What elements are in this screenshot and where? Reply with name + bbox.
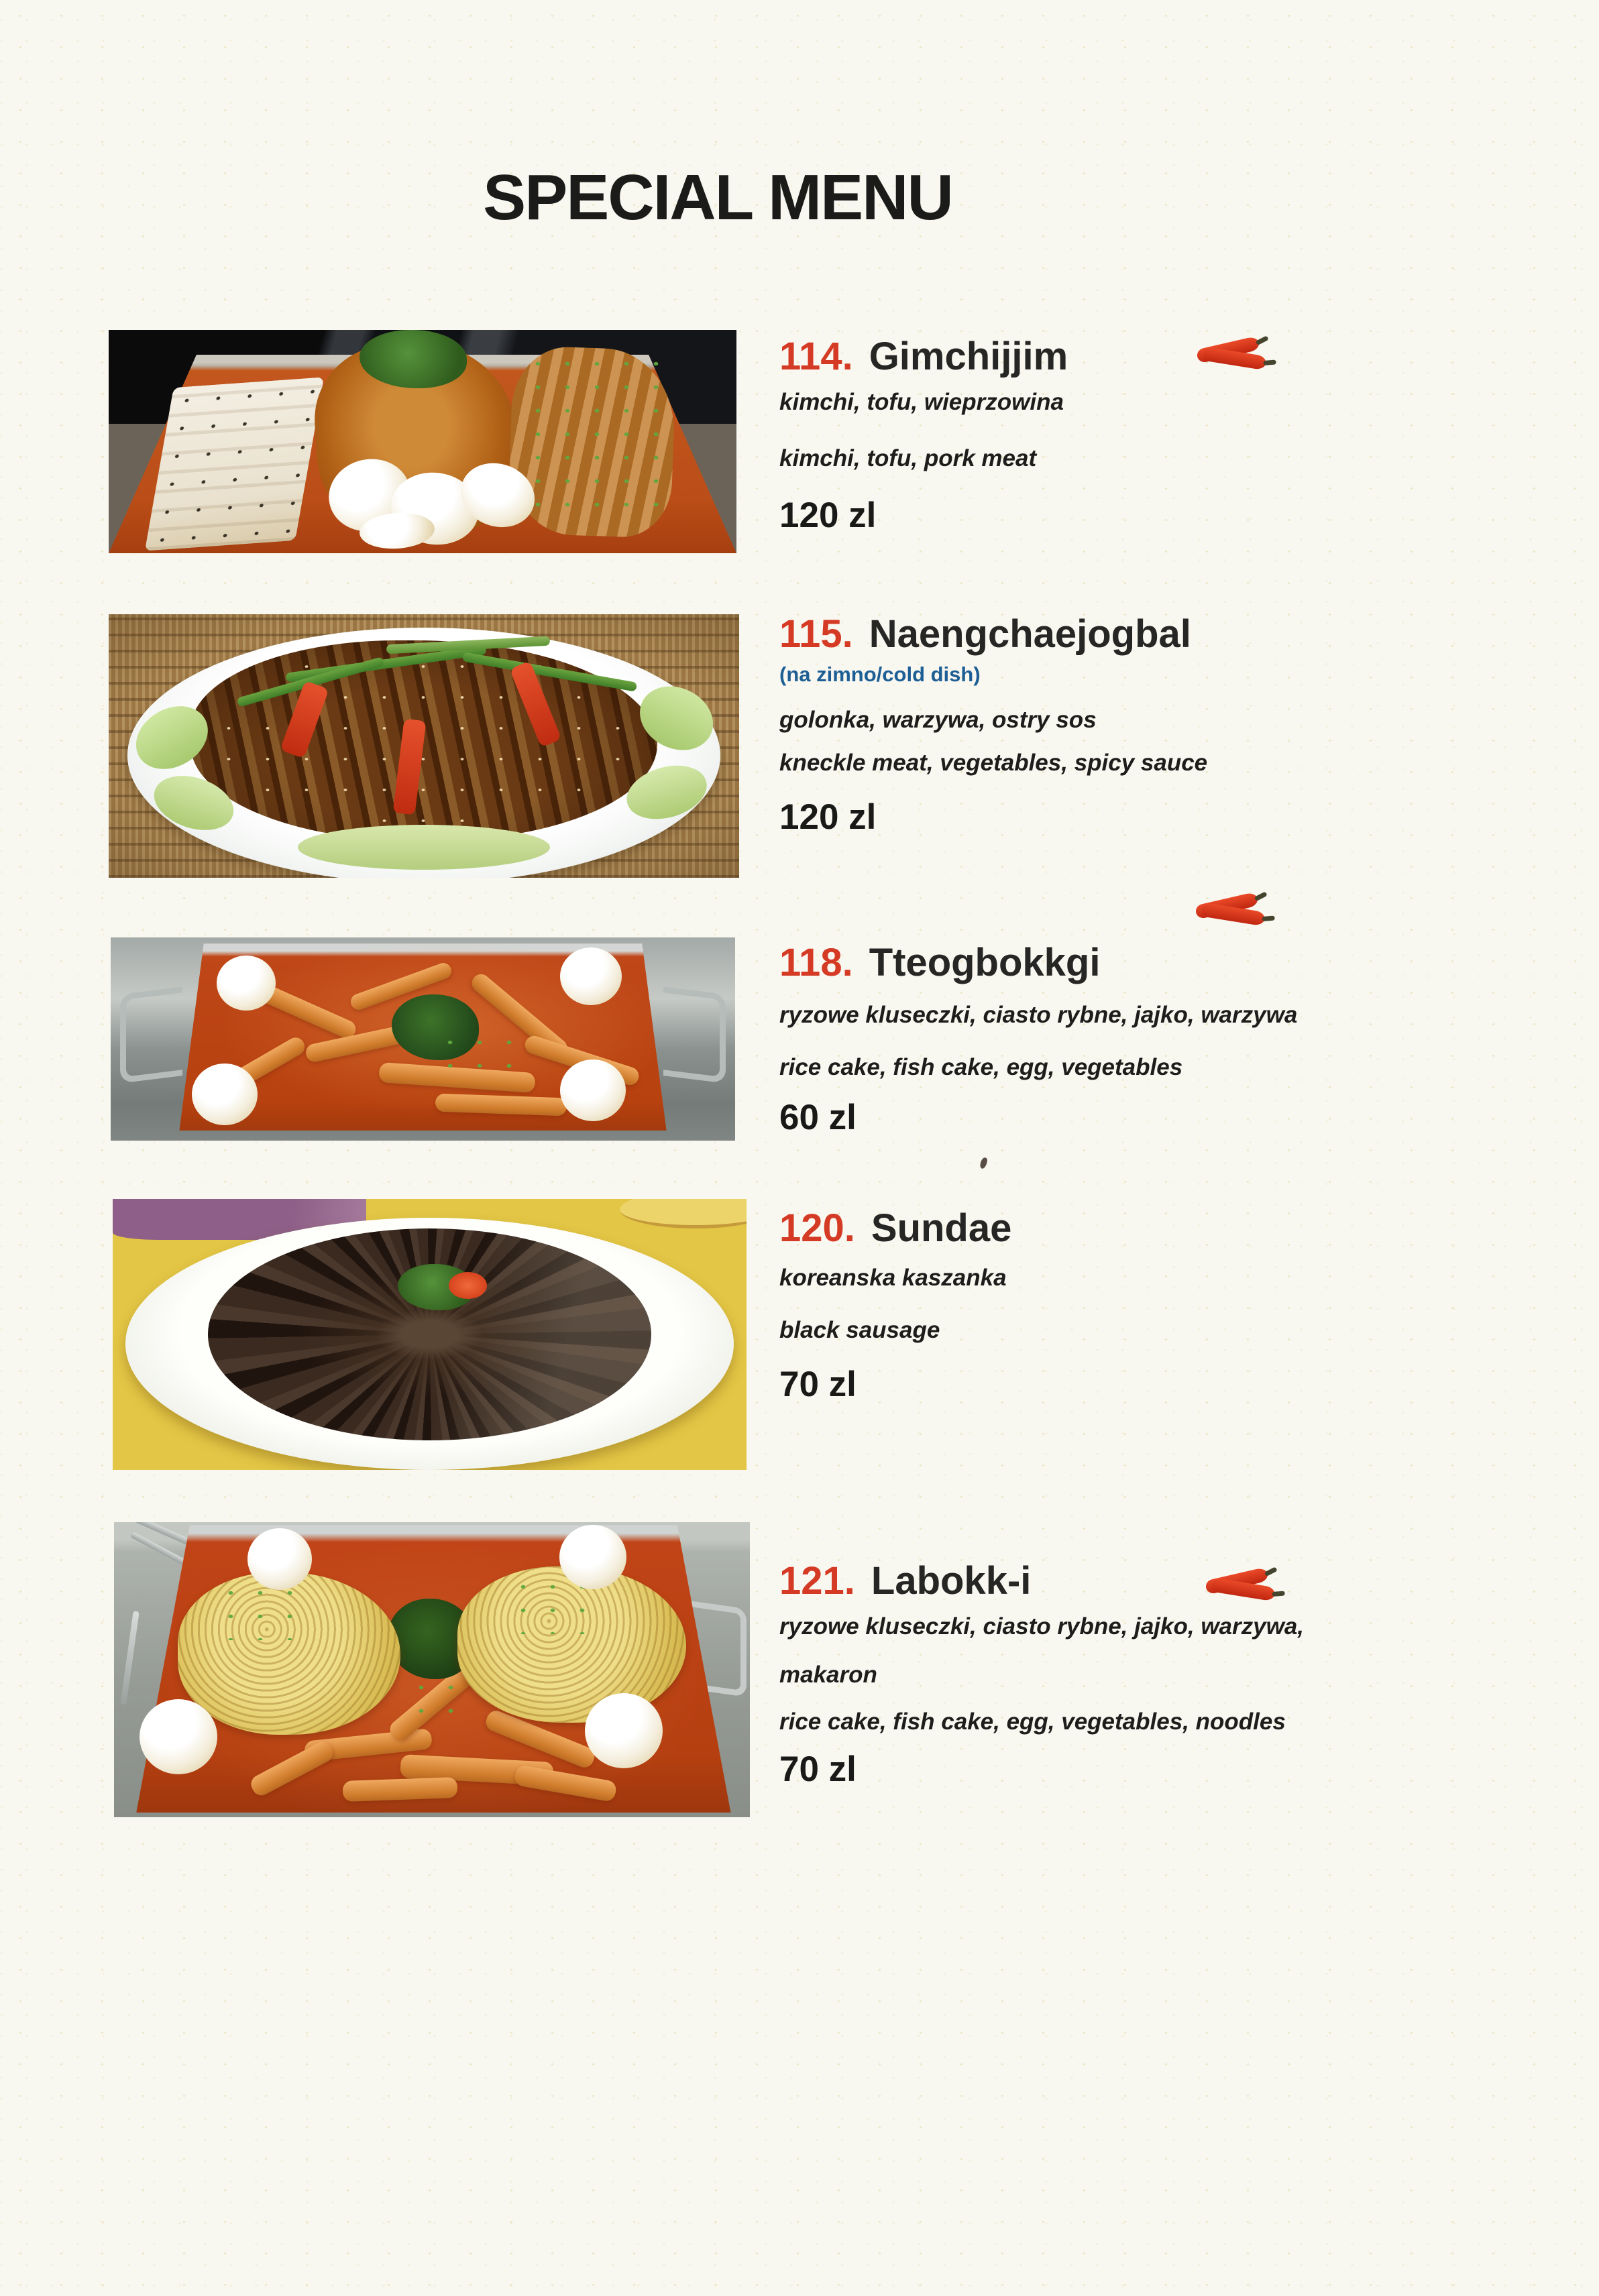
dish-price: 70 zl — [779, 1749, 857, 1789]
dish-price: 120 zl — [779, 797, 877, 837]
scan-speck — [979, 1157, 989, 1169]
boiled-egg — [140, 1699, 217, 1774]
dish-name: Naengchaejogbal — [869, 612, 1191, 656]
dish-title — [779, 1558, 1031, 1603]
dish-name: Sundae — [871, 1206, 1012, 1250]
dish-title — [779, 612, 1191, 656]
boiled-egg — [217, 956, 276, 1011]
boiled-egg — [585, 1693, 663, 1768]
dish-price: 70 zl — [779, 1365, 857, 1404]
dish-desc-english: kimchi, tofu, pork meat — [779, 445, 1037, 471]
tofu-slices — [145, 377, 324, 551]
dish-desc-polish: golonka, warzywa, ostry sos — [779, 707, 1097, 733]
dish-number: 121. — [779, 1559, 855, 1603]
scallion-specks — [435, 1031, 535, 1084]
dish-desc-polish-line2: makaron — [779, 1662, 877, 1688]
scallion-specks — [216, 1581, 318, 1640]
dish-desc-polish: koreanska kaszanka — [779, 1265, 1007, 1291]
rice-cake-stick — [343, 1777, 458, 1802]
dish-desc-english: rice cake, fish cake, egg, vegetables, noodles — [779, 1709, 1286, 1735]
dish-photo-naengchaejogbal — [109, 614, 739, 878]
metal-rod — [120, 1611, 140, 1705]
chili-peppers-icon — [1204, 1564, 1286, 1609]
boiled-egg — [560, 948, 622, 1005]
dish-desc-english: rice cake, fish cake, egg, vegetables — [779, 1054, 1183, 1080]
dish-number: 114. — [779, 335, 853, 378]
black-sausage-rosette — [208, 1228, 652, 1440]
dish-name: Gimchijjim — [869, 335, 1068, 378]
dish-note: (na zimno/cold dish) — [779, 663, 981, 686]
page-title: SPECIAL MENU — [483, 162, 952, 233]
dish-price: 60 zl — [779, 1098, 857, 1137]
dish-name: Labokk-i — [871, 1559, 1032, 1603]
dish-photo-gimchijjim — [109, 330, 736, 553]
boiled-egg — [192, 1064, 258, 1125]
boiled-egg — [559, 1525, 626, 1589]
background-plate — [620, 1199, 747, 1228]
dish-photo-tteogbokkgi — [111, 937, 735, 1141]
dish-number: 118. — [779, 941, 853, 984]
dish-photo-sundae — [113, 1199, 747, 1470]
dish-desc-english: kneckle meat, vegetables, spicy sauce — [779, 750, 1208, 776]
dish-title — [779, 1206, 1011, 1251]
dish-photo-labokki — [114, 1522, 750, 1817]
dish-desc-english: black sausage — [779, 1317, 940, 1343]
chili-peppers-icon — [1194, 889, 1276, 933]
dish-title — [779, 940, 1100, 985]
dish-name: Tteogbokkgi — [869, 941, 1101, 984]
scallion-specks — [523, 352, 661, 526]
dish-title — [779, 334, 1068, 379]
chili-peppers-icon — [1195, 333, 1277, 378]
dish-number: 115. — [779, 612, 853, 656]
lettuce-bed — [298, 825, 550, 870]
tomato-garnish — [449, 1272, 487, 1299]
scallion-specks — [406, 1676, 470, 1729]
tray-handle-left — [120, 986, 182, 1084]
tray-handle-right — [663, 986, 726, 1084]
dish-desc-polish: kimchi, tofu, wieprzowina — [779, 389, 1064, 415]
dish-number: 120. — [779, 1206, 855, 1250]
boiled-egg — [560, 1059, 626, 1121]
dish-desc-polish: ryzowe kluseczki, ciasto rybne, jajko, warzywa, — [779, 1613, 1305, 1640]
dish-desc-polish: ryzowe kluseczki, ciasto rybne, jajko, warzywa — [779, 1002, 1298, 1028]
boiled-egg — [247, 1528, 312, 1590]
dish-price: 120 zl — [779, 496, 877, 535]
